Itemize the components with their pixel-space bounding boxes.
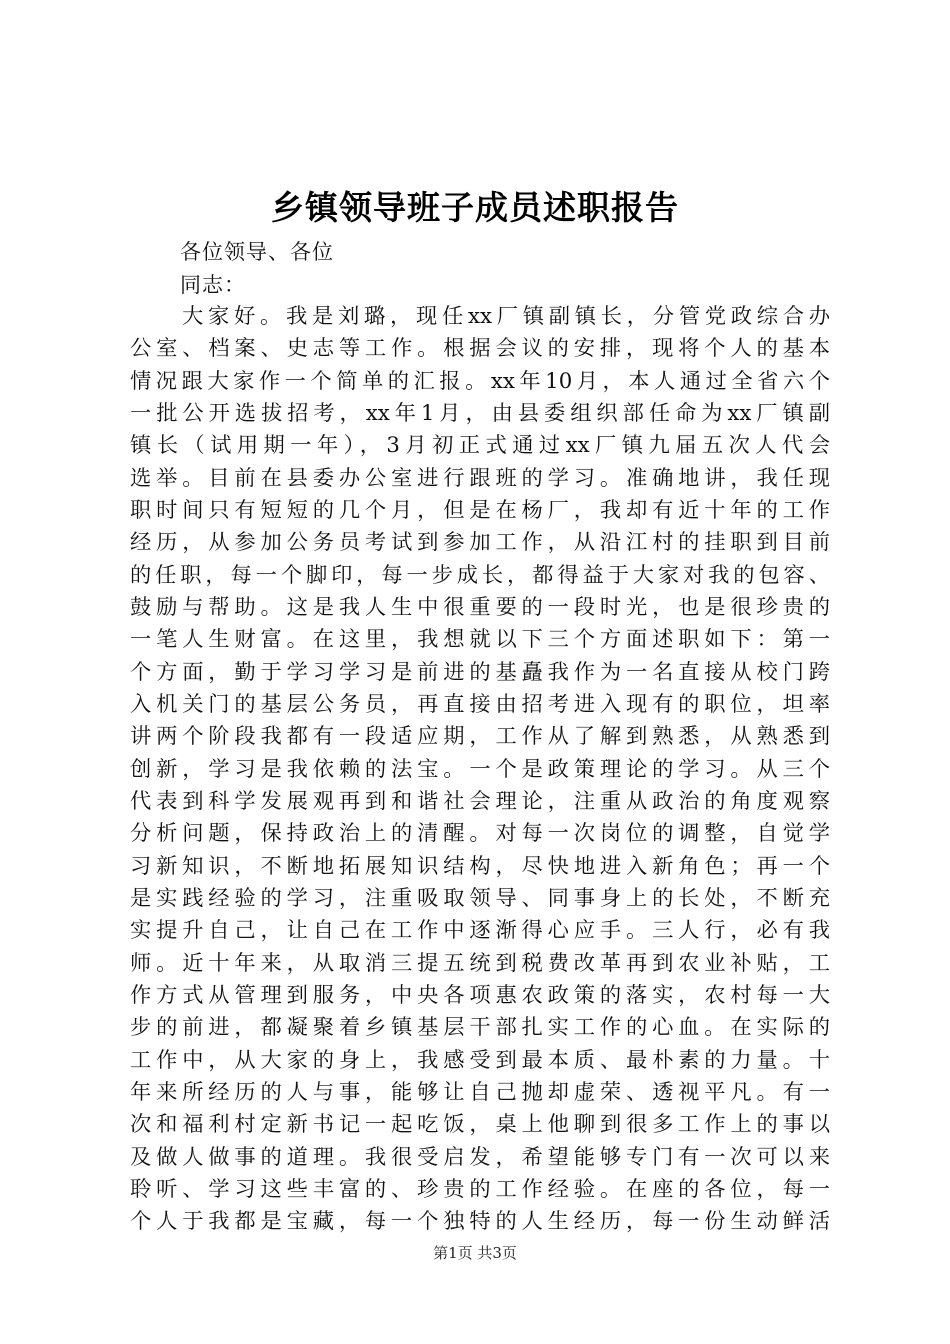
body-line: 鼓励与帮助。这是我人生中很重要的一段时光，也是很珍贵的 [130,594,830,620]
document-title: 乡镇领导班子成员述职报告 [271,188,679,227]
body-line: 年来所经历的人与事，能够让自己抛却虚荣、透视平凡。有一 [130,1079,830,1105]
body-line: 个方面，勤于学习学习是前进的基矗我作为一名直接从校门跨 [130,659,830,685]
body-line: 公室、档案、史志等工作。根据会议的安排，现将个人的基本 [130,336,830,362]
body-line: 师。近十年来，从取消三提五统到税费改革再到农业补贴，工 [130,950,830,976]
body-text [130,301,830,1239]
body-line: 入机关门的基层公务员，再直接由招考进入现有的职位，坦率 [130,691,830,717]
body-line: 一批公开选拔招考，xx年1月，由县委组织部任命为xx厂镇副 [130,400,830,426]
body-line: 实提升自己，让自己在工作中逐渐得心应手。三人行，必有我 [130,918,830,944]
body-line: 个人于我都是宝藏，每一个独特的人生经历，每一份生动鲜活 [130,1209,830,1235]
body-line: 分析问题，保持政治上的清醒。对每一次岗位的调整，自觉学 [130,821,830,847]
body-line: 镇长（试用期一年），3月初正式通过xx厂镇九届五次人代会 [130,433,830,459]
body-line: 一笔人生财富。在这里，我想就以下三个方面述职如下：第一 [130,627,830,653]
body-line: 是实践经验的学习，注重吸取领导、同事身上的长处，不断充 [130,885,830,911]
body-line: 选举。目前在县委办公室进行跟班的学习。准确地讲，我任现 [130,465,830,491]
body-line: 次和福利村定新书记一起吃饭，桌上他聊到很多工作上的事以 [130,1112,830,1138]
body-line: 的任职，每一个脚印，每一步成长，都得益于大家对我的包容、 [130,562,830,588]
body-line: 工作中，从大家的身上，我感受到最本质、最朴素的力量。十 [130,1047,830,1073]
body-line: 职时间只有短短的几个月，但是在杨厂，我却有近十年的工作 [130,497,830,523]
body-line: 及做人做事的道理。我很受启发，希望能够专门有一次可以来 [130,1144,830,1170]
body-line: 情况跟大家作一个简单的汇报。xx年10月，本人通过全省六个 [130,368,830,394]
page-footer: 第1页 共3页 [433,1244,517,1262]
body-line: 讲两个阶段我都有一段适应期，工作从了解到熟悉，从熟悉到 [130,724,830,750]
body-line: 聆听、学习这些丰富的、珍贵的工作经验。在座的各位，每一 [130,1176,830,1202]
body-line: 经历，从参加公务员考试到参加工作，从沿江村的挂职到目前 [130,530,830,556]
salutation-line-1: 各位领导、各位 [180,240,334,264]
body-line: 大家好。我是刘璐，现任xx厂镇副镇长，分管党政综合办 [130,304,830,329]
salutation-line-2: 同志： [180,273,246,297]
body-line: 代表到科学发展观再到和谐社会理论，注重从政治的角度观察 [130,788,830,814]
body-line: 创新，学习是我依赖的法宝。一个是政策理论的学习。从三个 [130,756,830,782]
body-line: 作方式从管理到服务，中央各项惠农政策的落实，农村每一大 [130,982,830,1008]
body-line: 步的前进，都凝聚着乡镇基层干部扎实工作的心血。在实际的 [130,1015,830,1041]
body-line: 习新知识，不断地拓展知识结构，尽快地进入新角色；再一个 [130,853,830,879]
